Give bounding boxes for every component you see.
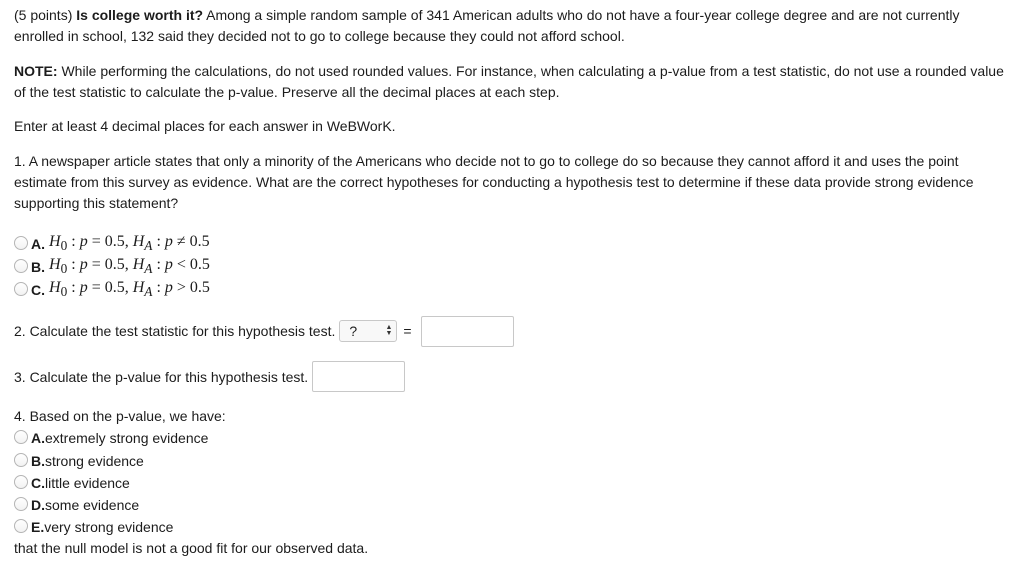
q1-option-a[interactable]: [14, 233, 210, 255]
radio-button[interactable]: [14, 519, 28, 533]
option-letter: B.: [31, 259, 45, 275]
select-arrows-icon: ▲ ▼: [385, 324, 393, 337]
option-letter: C.: [31, 282, 45, 298]
null-value: 0.5: [104, 256, 125, 274]
q4-option-b[interactable]: [14, 450, 144, 472]
note-label: NOTE:: [14, 63, 58, 79]
test-statistic-input[interactable]: [421, 316, 514, 347]
option-label: very strong evidence: [44, 519, 174, 535]
option-label: extremely strong evidence: [45, 430, 209, 446]
q1-option-b[interactable]: [14, 256, 210, 278]
intro-text: Among a simple random sample of 341 American adults who do not have a four-year college degree and are not currently enrolled in school, 132 said they decided not to go to college because they could not afford school.: [14, 7, 960, 44]
question-4-text: 4. Based on the p-value, we have:: [14, 408, 226, 424]
null-value: 0.5: [104, 233, 125, 251]
problem-title: Is college worth it?: [76, 7, 204, 23]
option-letter: B.: [31, 453, 45, 469]
instructions: Enter at least 4 decimal places for each answer in WeBWorK.: [14, 118, 396, 134]
q4-option-d[interactable]: [14, 494, 139, 516]
option-letter: D.: [31, 497, 45, 513]
relation-symbol: ≠: [176, 233, 186, 251]
equals-sign: =: [403, 323, 412, 339]
question-2-row: [14, 316, 514, 346]
radio-button[interactable]: [14, 475, 28, 489]
problem-intro: [14, 5, 1004, 47]
option-letter: A.: [31, 430, 45, 446]
p-value-input[interactable]: [312, 361, 405, 392]
radio-button[interactable]: [14, 453, 28, 467]
relation-symbol: >: [176, 279, 186, 297]
test-statistic-select[interactable]: [339, 320, 397, 342]
q1-option-c[interactable]: [14, 279, 210, 301]
q4-option-e[interactable]: [14, 516, 173, 538]
null-value: 0.5: [189, 233, 210, 251]
hypothesis-math: $H_0$ : p = 0.5, $H_A$ : p < 0.5: [49, 256, 210, 277]
option-label: little evidence: [45, 475, 130, 491]
question-4-closing: that the null model is not a good fit for our observed data.: [14, 540, 369, 556]
q4-option-a[interactable]: [14, 427, 208, 449]
option-letter: A.: [31, 236, 45, 252]
radio-button[interactable]: [14, 430, 28, 444]
note-paragraph: [14, 61, 1004, 103]
hypothesis-math: $H_0$ : p = 0.5, $H_A$ : p ≠ 0.5: [49, 233, 210, 254]
relation-symbol: <: [176, 256, 186, 274]
radio-button[interactable]: [14, 236, 28, 250]
note-text: While performing the calculations, do not used rounded values. For instance, when calculating a p-value from a test statistic, do not use a rounded value of the test statistic to calculate the p-value. Preserve all the decimal places at each step.: [14, 63, 1004, 100]
question-1-text: 1. A newspaper article states that only a minority of the Americans who decide not to go to college do so because they cannot afford it and uses the point estimate from this survey as evidence. What are the correct hypotheses for conducting a hypothesis test to determine if these data provide strong evidence supporting this statement?: [14, 153, 974, 211]
radio-button[interactable]: [14, 282, 28, 296]
question-3-text: 3. Calculate the p-value for this hypothesis test.: [14, 368, 309, 385]
option-letter: C.: [31, 475, 45, 491]
select-value: ?: [349, 323, 358, 339]
null-value: 0.5: [104, 279, 125, 297]
hypothesis-math: $H_0$ : p = 0.5, $H_A$ : p > 0.5: [49, 279, 210, 300]
radio-button[interactable]: [14, 497, 28, 511]
option-label: strong evidence: [45, 453, 144, 469]
question-2-text: 2. Calculate the test statistic for this hypothesis test.: [14, 323, 336, 339]
question-3-row: [14, 361, 405, 392]
points-label: (5 points): [14, 7, 73, 23]
null-value: 0.5: [189, 256, 210, 274]
q4-option-c[interactable]: [14, 472, 130, 494]
null-value: 0.5: [189, 279, 210, 297]
option-letter: E.: [31, 519, 45, 535]
radio-button[interactable]: [14, 259, 28, 273]
option-label: some evidence: [45, 497, 140, 513]
